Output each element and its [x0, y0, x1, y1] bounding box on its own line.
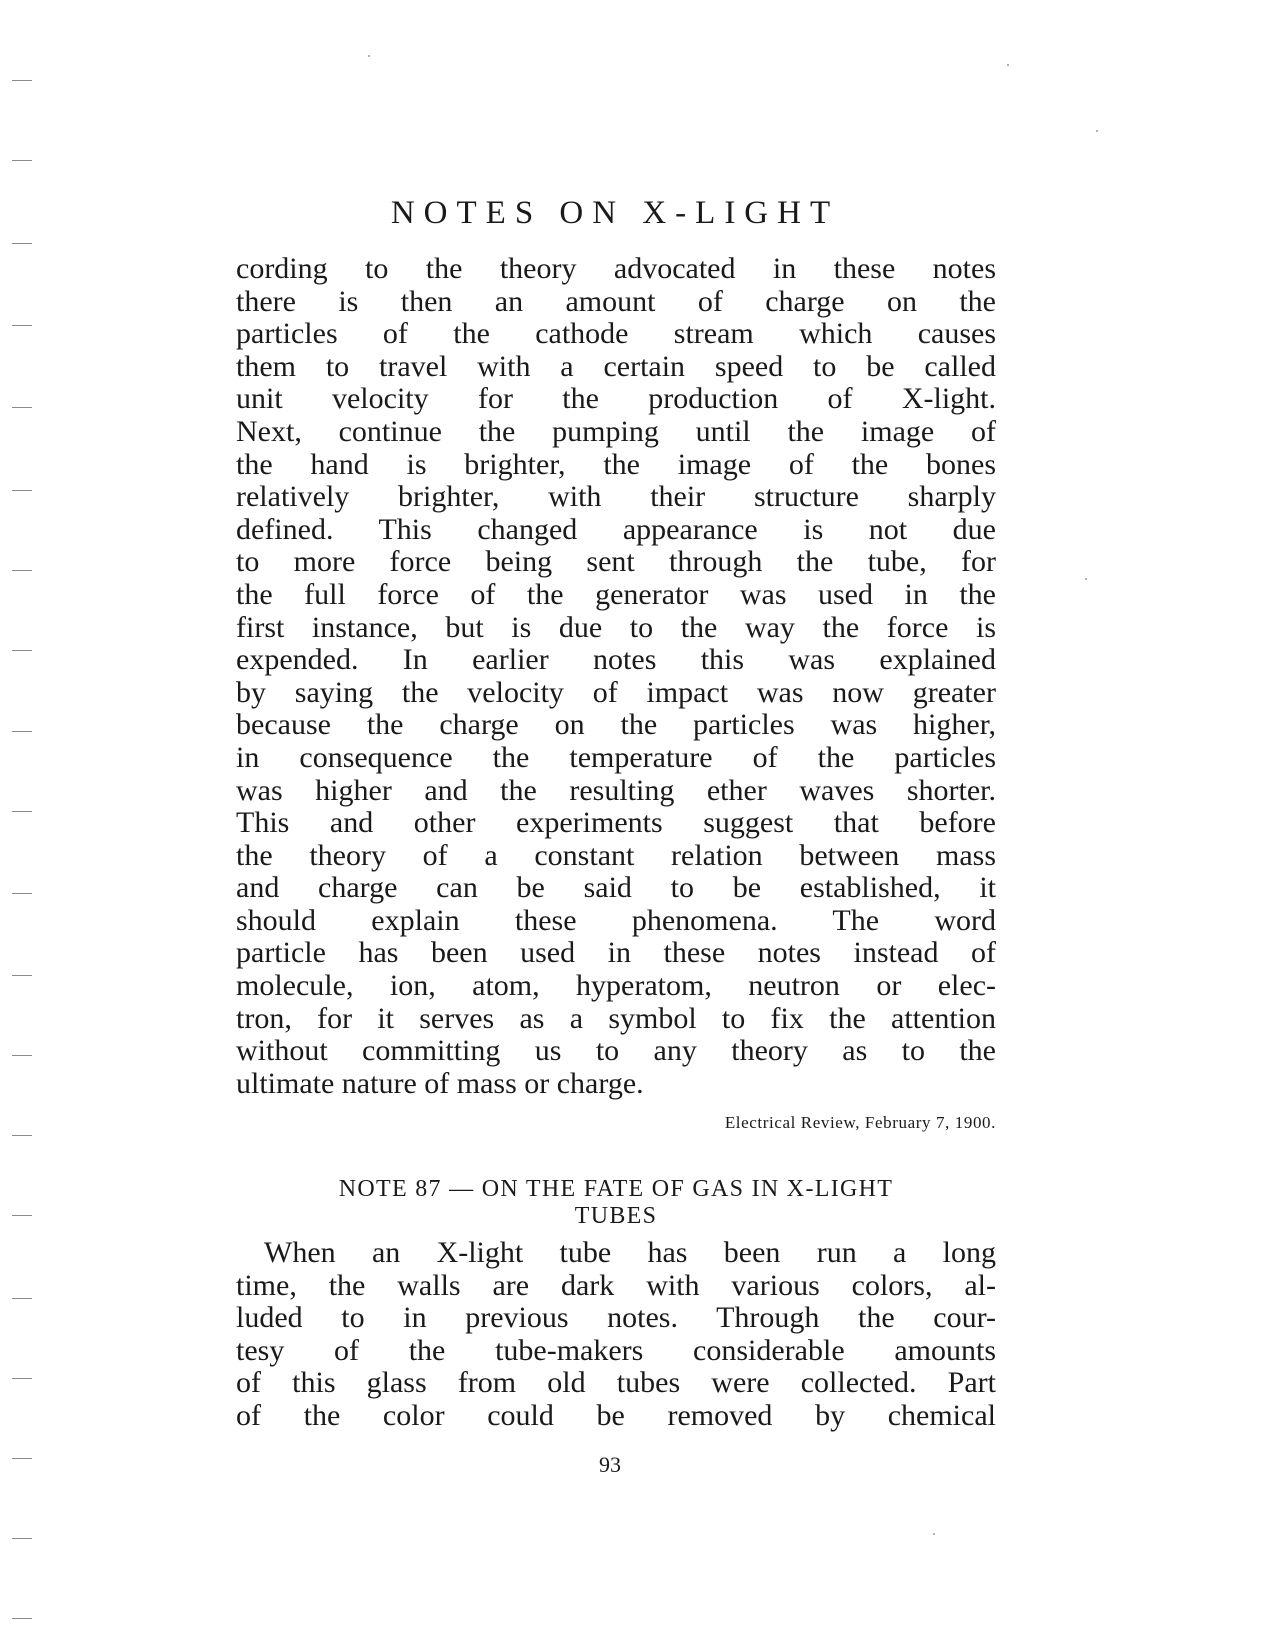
- text-line: the hand is brighter, the image of the bones: [236, 447, 996, 481]
- section-paragraph: [236, 1237, 996, 1433]
- margin-mark: [12, 243, 32, 244]
- text-line: tron, for it serves as a symbol to fix the attention: [236, 1001, 996, 1035]
- binding-margin-marks: [12, 0, 34, 1643]
- text-line: cording to the theory advocated in these notes: [236, 252, 996, 285]
- text-line: the full force of the generator was used in the: [236, 577, 996, 611]
- margin-mark: [12, 1135, 32, 1136]
- text-line: in consequence the temperature of the particles: [236, 740, 996, 774]
- text-line: of the color could be removed by chemical: [236, 1398, 996, 1432]
- text-line: without committing us to any theory as to the: [236, 1034, 996, 1068]
- margin-mark: [12, 407, 32, 408]
- margin-mark: [12, 570, 32, 571]
- margin-mark: [12, 325, 32, 326]
- text-line: luded to in previous notes. Through the cour-: [236, 1301, 996, 1335]
- text-line: particle has been used in these notes instead of: [236, 936, 996, 970]
- running-head: NOTES ON X-LIGHT: [390, 195, 840, 231]
- text-line: When an X-light tube has been run a long: [264, 1236, 996, 1269]
- margin-mark: [12, 80, 32, 81]
- margin-mark: [12, 1618, 32, 1619]
- text-line: should explain these phenomena. The word: [236, 903, 996, 937]
- margin-mark: [12, 731, 32, 732]
- margin-mark: [12, 811, 32, 812]
- text-line: particles of the cathode stream which causes: [236, 317, 996, 351]
- margin-mark: [12, 1298, 32, 1299]
- margin-mark: [12, 160, 32, 161]
- page-number: 93: [599, 1452, 621, 1477]
- text-line: ultimate nature of mass or charge.: [236, 1066, 644, 1100]
- text-line: tesy of the tube-makers considerable amounts: [236, 1333, 996, 1367]
- margin-mark: [12, 1538, 32, 1539]
- scan-speck: [1096, 130, 1098, 132]
- scan-speck: [368, 55, 370, 57]
- text-line: first instance, but is due to the way the force is: [236, 610, 996, 644]
- text-line: Next, continue the pumping until the image of: [236, 414, 996, 448]
- scan-speck: [1007, 64, 1009, 66]
- margin-mark: [12, 490, 32, 491]
- text-line: This and other experiments suggest that before: [236, 806, 996, 840]
- text-line: and charge can be said to be established, it: [236, 871, 996, 905]
- heading-line: NOTE 87 — ON THE FATE OF GAS IN X-LIGHT: [338, 1176, 894, 1202]
- text-line: time, the walls are dark with various colors, al-: [236, 1268, 996, 1302]
- text-line: unit velocity for the production of X-light.: [236, 382, 996, 416]
- text-line: of this glass from old tubes were collected. Part: [236, 1366, 996, 1400]
- heading-line: TUBES: [574, 1203, 658, 1229]
- margin-mark: [12, 893, 32, 894]
- text-line: because the charge on the particles was higher,: [236, 708, 996, 742]
- citation: Electrical Review, February 7, 1900.: [724, 1113, 996, 1132]
- scan-speck: [1085, 578, 1087, 580]
- text-line: the theory of a constant relation between mass: [236, 838, 996, 872]
- margin-mark: [12, 650, 32, 651]
- margin-mark: [12, 1378, 32, 1379]
- text-line: molecule, ion, atom, hyperatom, neutron or elec-: [236, 969, 996, 1003]
- text-line: defined. This changed appearance is not due: [236, 512, 996, 546]
- margin-mark: [12, 1055, 32, 1056]
- text-line: was higher and the resulting ether waves shorter.: [236, 773, 996, 807]
- text-line: to more force being sent through the tube, for: [236, 545, 996, 579]
- body-paragraph: [236, 253, 996, 1100]
- margin-mark: [12, 1458, 32, 1459]
- margin-mark: [12, 975, 32, 976]
- text-line: relatively brighter, with their structure sharply: [236, 480, 996, 514]
- scan-speck: [933, 1533, 935, 1535]
- section-heading: [236, 1176, 996, 1230]
- text-line: there is then an amount of charge on the: [236, 284, 996, 318]
- margin-mark: [12, 1215, 32, 1216]
- text-line: them to travel with a certain speed to be called: [236, 349, 996, 383]
- text-line: expended. In earlier notes this was explained: [236, 643, 996, 677]
- text-line: by saying the velocity of impact was now greater: [236, 675, 996, 709]
